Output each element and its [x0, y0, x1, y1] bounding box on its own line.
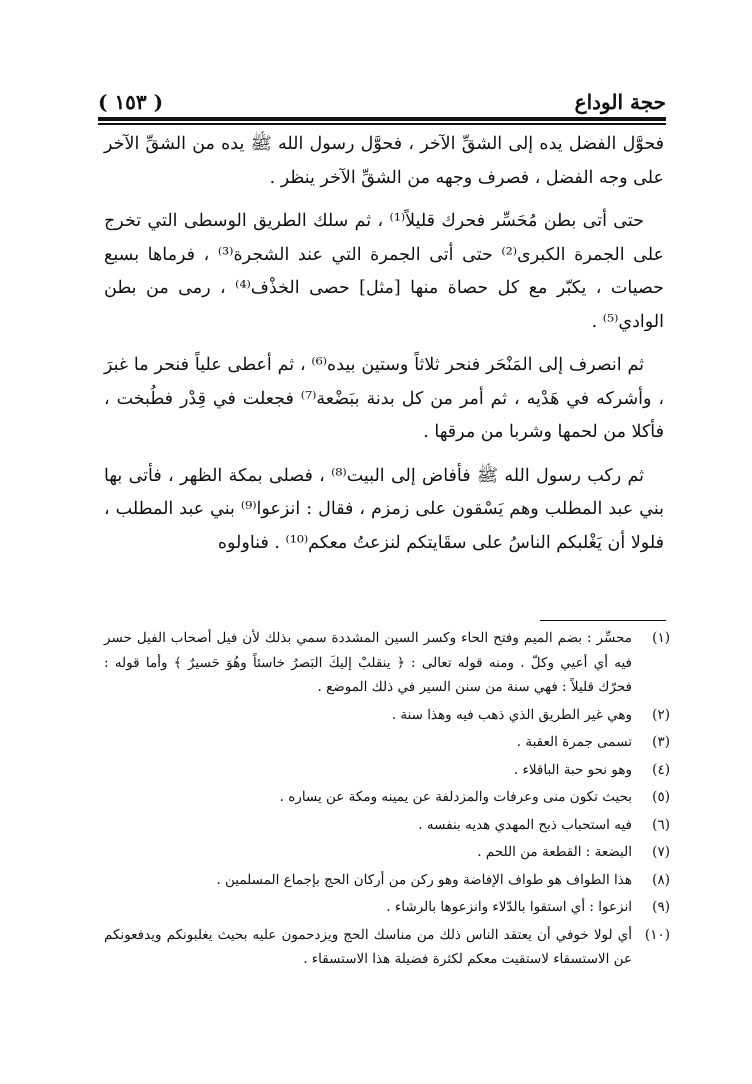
- footnote: [104, 785, 670, 810]
- footnote-number: (٤): [652, 761, 670, 778]
- footnote-number: (٦): [652, 816, 670, 833]
- header-title: حجة الوداع: [574, 90, 666, 114]
- paragraph: ثم انصرف إلى المَنْحَر فنحر ثلاثاً وستين بيده⁽⁶⁾ ، ثم أعطى علياً فنحر ما غبرَ ، وأشركه في هَدْيه ، ثم أمر من كل بدنة ببَضْعة⁽⁷⁾ فجعلت في قِدْر فطُبخت ، فأكلا من لحمها وشربا من مرقها .: [104, 355, 665, 442]
- footnote-divider: [540, 620, 666, 621]
- header-rule-thin: [98, 123, 666, 125]
- footnote-text: أي لولا خوفي أن يعتقد الناس ذلك من مناسك الحج ويزدحمون عليه بحيث يغلبونكم ويدفعونكم عن الاستسقاء لاستقيت معكم لكثرة فضيلة هذا الاستسقاء .: [104, 926, 632, 967]
- footnote-text: محسِّر : بضم الميم وفتح الحاء وكسر السين المشددة سمي بذلك لأن فيل أصحاب الفيل حسر فيه أي أعيي وكلّ . ومنه قوله تعالى : ﴿ ينقلبْ إليكَ البَصرُ خاسئاً وهُوَ حَسيرٌ ﴾ وأما قوله : فحرّك قليلاً : فهي سنة من سنن السير في ذلك الموضع .: [104, 630, 632, 695]
- footnote: [104, 730, 670, 755]
- footnote-text: انزعوا : أي استقوا بالدّلاء وانزعوها بالرشاء .: [386, 899, 632, 915]
- footnote-number: (٢): [652, 706, 670, 723]
- footnote-number: (٥): [652, 789, 670, 805]
- footnote-text: بحيث تكون منى وعرفات والمزدلفة عن يمينه ومكة عن يساره .: [279, 789, 632, 805]
- footnote: [104, 868, 670, 893]
- footnote-text: تسمى جمرة العقبة .: [516, 734, 632, 750]
- footnote-text: هذا الطواف هو طواف الإفاضة وهو ركن من أركان الحج بإجماع المسلمين .: [216, 871, 632, 888]
- footnote-text: وهو نحو حبة الباقلاء .: [513, 761, 632, 778]
- main-text: [104, 128, 664, 570]
- footnote-number: (١٠): [644, 926, 670, 943]
- paragraph: حتى أتى بطن مُحَسِّر فحرك قليلاً⁽¹⁾ ، ثم سلك الطريق الوسطى التي تخرج على الجمرة الكبرى⁽²⁾ حتى أتى الجمرة التي عند الشجرة⁽³⁾ ، فرماها بسبع حصيات ، يكبّر مع كل حصاة منها [مثل] حصى الخذْف⁽⁴⁾ ، رمى من بطن الوادي⁽⁵⁾ .: [104, 211, 665, 332]
- footnote-number: (٧): [652, 844, 670, 860]
- running-header: [98, 80, 666, 114]
- footnote: [104, 758, 670, 783]
- footnote: [104, 626, 670, 700]
- footnote-text: فيه استحباب ذبح المهدي هديه بنفسه .: [418, 816, 632, 833]
- footnote-text: البضعة : القطعة من اللحم .: [477, 844, 632, 860]
- footnote-number: (٣): [652, 734, 670, 750]
- footnote: [104, 895, 670, 920]
- footnote-number: (١): [652, 630, 670, 646]
- footnote: [104, 923, 670, 972]
- footnote-number: (٩): [652, 899, 670, 915]
- paragraph: ثم ركب رسول الله ﷺ فأفاض إلى البيت⁽⁸⁾ ، فصلى بمكة الظهر ، فأتى بها بني عبد المطلب وهم يَسْقون على زمزم ، فقال : انزعوا⁽⁹⁾ بني عبد المطلب ، فلولا أن يَغْلبكم الناسُ على سقَايتكم لنزعتُ معكم⁽¹⁰⁾ . فناولوه: [104, 465, 664, 553]
- footnote-text: وهي غير الطريق الذي ذهب فيه وهذا سنة .: [391, 706, 632, 723]
- footnote: [104, 703, 670, 728]
- footnotes: [104, 626, 670, 975]
- footnote-number: (٨): [652, 871, 670, 888]
- footnote: [104, 840, 670, 865]
- page-number: ( ١٥٣ ): [98, 90, 164, 114]
- footnote: [104, 813, 670, 838]
- paragraph: فحوَّل الفضل يده إلى الشقِّ الآخر ، فحوَّل رسول الله ﷺ يده من الشقِّ الآخر على وجه الفضل ، فصرف وجهه من الشقِّ الآخر ينظر .: [104, 134, 664, 188]
- header-rule-thick: [98, 117, 666, 121]
